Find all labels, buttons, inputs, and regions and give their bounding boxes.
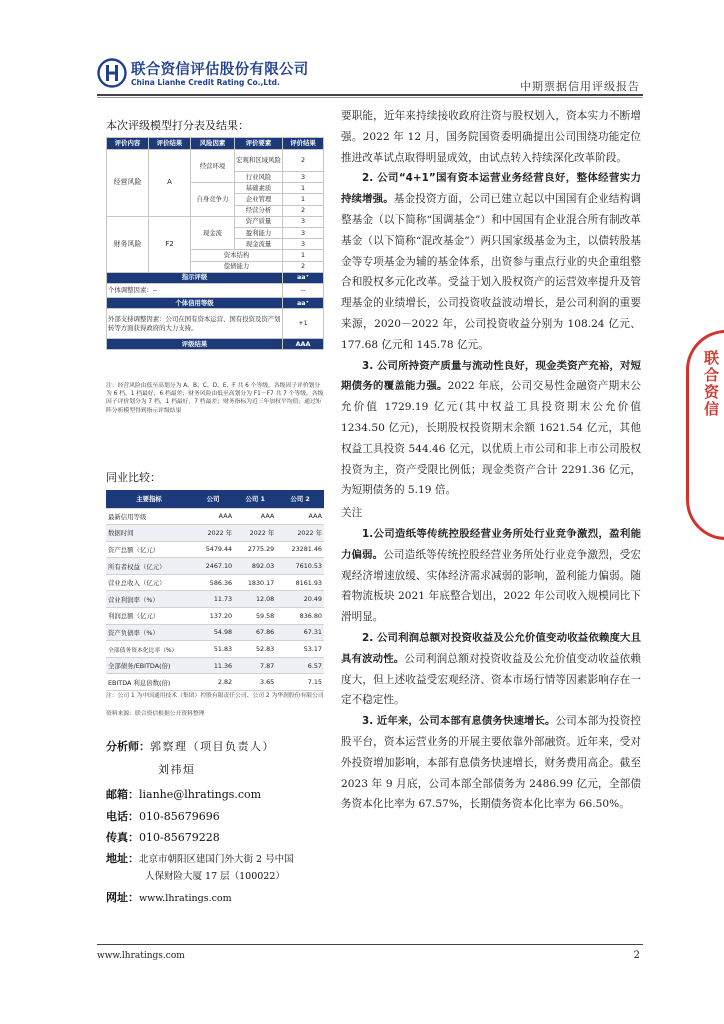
row-name: 所有者权益（亿元） [106,558,192,575]
address-line-2: 人保财险大厦 17 层（100022） [145,871,285,882]
analyst-1: 郭察理（项目负责人） [150,740,275,753]
cell: 586.36 [192,574,234,591]
operating-risk-result: A [149,150,191,217]
row-name: 全部债务/EBITDA(倍) [106,657,192,674]
score: 3 [283,227,324,238]
element-cash-flow: 现金流量 [235,239,283,250]
cell: 2022 年 [276,525,324,542]
address-line-1: 北京市朝阳区建国门外大街 2 号中国 [139,854,294,865]
paragraph [341,168,641,355]
factor-cashflow: 现金流 [191,216,235,250]
footer-website[interactable]: www.lhratings.com [97,951,185,961]
col-header: 主要指标 [106,490,192,508]
score: 2 [283,261,324,272]
cell: 67.86 [234,624,276,641]
financial-risk-label: 财务风险 [107,216,149,272]
paragraph: 要职能，近年来持续接收政府注资与股权划入，资本实力不断增强。2022 年 12 月，国务院国资委明确提出公司围绕功能定位推进改革试点取得明显成效，由试点转入持续深化改革阶段。 [341,110,641,164]
cell: 2467.10 [192,558,234,575]
element-operation: 经营分析 [235,205,283,216]
element-macro: 宏观和区域风险 [235,150,283,172]
paragraph-heading: 2. 公司利润总额对投资收益及公允价值变动收益依赖度大且具有波动性。 [341,631,641,665]
header-divider-thin [97,97,643,98]
cell: 3.65 [234,674,276,691]
attention-heading: 关注 [341,507,363,520]
cell: 11.36 [192,657,234,674]
cell: 53.17 [276,641,324,658]
cell: 23281.46 [276,541,324,558]
cell: 52.83 [234,641,276,658]
cell: 2022 年 [234,525,276,542]
row-name: 数据时间 [106,525,192,542]
paragraph-heading: 3. 近年来，公司本部有息债务快速增长。 [362,715,556,728]
cell: 1830.17 [234,574,276,591]
financial-risk-result: F2 [149,216,191,272]
indicative-rating-value: aa⁺ [283,272,324,283]
element-management: 企业管理 [235,194,283,205]
table-row [106,525,324,542]
phone-label: 电话： [106,810,139,823]
element-profitability: 盈利能力 [235,227,283,238]
cell: 51.83 [192,641,234,658]
row-name: 利润总额（亿元） [106,608,192,625]
col-header: 评价结果 [149,138,191,150]
indicative-rating-label: 指示评级 [107,272,283,283]
email-label: 邮箱： [106,788,139,801]
row-name: EBITDA 利息倍数(倍) [106,674,192,691]
cell: 8161.93 [276,574,324,591]
factor-competitiveness: 自身竞争力 [191,183,235,217]
company-logo-icon [97,58,127,88]
score: 2 [283,205,324,216]
table-row [106,541,324,558]
cell: 2022 年 [192,525,234,542]
cell: AAA [234,508,276,525]
table-row [106,591,324,608]
factor-environment: 经营环境 [191,150,235,183]
table-row [106,657,324,674]
external-support-value: +1 [283,309,324,339]
website-row [106,889,232,905]
peer-source: 资料来源：联合资信根据公开资料整理 [106,711,205,717]
cell: 6.57 [276,657,324,674]
table-row [106,608,324,625]
individual-rating-label: 个体信用等级 [107,297,283,308]
final-rating-value: AAA [283,339,324,350]
table-row [106,624,324,641]
cell: AAA [192,508,234,525]
cell: 20.49 [276,591,324,608]
analyst-label: 分析师： [106,740,150,753]
paragraph-heading: 2. 公司“4+1”国有资本运营业务经营良好，整体经营实力持续增强。 [341,172,641,206]
peer-note: 注：公司 1 为中国通用技术（集团）控股有限责任公司、公司 2 为华润股份有限公司 [106,693,324,699]
paragraph-text: 公司本部为投资控股平台，资本运营业务的开展主要依靠外部融资。近年来，受对外投资增加影响，本部有息债务快速增长，财务费用高企。截至 2023 年 9 月底，公司本部全部债务为 2486.99 亿元，全部债务资本化比率为 67.57%，长期债务资本化比率为 66.50%。 [341,715,642,811]
element-industry: 行业风险 [235,172,283,183]
external-support-label: 外部支持调整因素：公司在国有资本运营、国有投资及资产划转等方面获得政府的大力支持。 [107,309,283,339]
cell: 67.31 [276,624,324,641]
operating-risk-label: 经营风险 [107,150,149,217]
cell: 892.03 [234,558,276,575]
col-header: 风险因素 [191,138,235,150]
cell: 12.08 [234,591,276,608]
company-name-cn: 联合资信评估股份有限公司 [131,62,309,78]
table-row [106,574,324,591]
col-header: 评价内容 [107,138,149,150]
email-link[interactable]: lianhe@lhratings.com [139,788,262,801]
score: 3 [283,172,324,183]
cell: AAA [276,508,324,525]
rating-model-title: 本次评级模型打分表及结果： [106,119,249,132]
paragraph [341,524,641,628]
row-name: 营业利润率（%） [106,591,192,608]
rating-model-note: 注：经营风险由低至高划分为 A、B、C、D、E、F 共 6 个等级，各级因子评价划分为 6 档，1 档最好，6 档最差；财务风险由低至高划分为 F1－F7 共 7 个等级，各级因子评价划分为 7 档，1 档最好，7 档最差；财务指标为近三年加权平均值；通过矩阵分析模型得到指示评级结果 [106,383,324,414]
element-asset-quality: 资产质量 [235,216,283,227]
individual-rating-value: aa⁺ [283,297,324,308]
col-header: 公司 2 [276,490,324,508]
cell: 7610.53 [276,558,324,575]
address-label: 地址： [106,852,139,865]
fax-label: 传真： [106,831,139,844]
element-solvency: 偿债能力 [191,261,283,272]
adjust-factor-label: 个体调整因素：-- [107,283,283,297]
paragraph-text: 公司利润总额对投资收益及公允价值变动收益依赖度大，但上述收益受宏观经济、资本市场行情等因素影响存在一定不稳定性。 [341,652,642,707]
footer-divider [97,944,643,945]
final-rating-label: 评级结果 [107,339,283,350]
body-column [341,106,641,815]
score: 3 [283,239,324,250]
score: 3 [283,216,324,227]
page-number: 2 [633,950,640,961]
phone-value: 010-85679696 [139,810,220,823]
cell: 2.82 [192,674,234,691]
cell: 54.98 [192,624,234,641]
table-row [106,641,324,658]
header-divider [97,94,643,96]
cell: 59.58 [234,608,276,625]
company-seal-text: 联合资信 [702,350,720,418]
paragraph [341,356,641,502]
paragraph-text: 基金投资方面，公司已建立起以中国国有企业结构调整基金（以下简称“国调基金”）和中国国有企业混合所有制改革基金（以下简称“混改基金”）两只国家级基金为主，以债转股基金等专项基金为辅的基金体系，出资参与重点行业的央企重组整合和股权多元化改革。受益于划入股权资产的运营效率提升及管理基金的业绩增长，公司投资收益波动增长，是公司利润的重要来源，2020－2022 年，公司投资收益分别为 108.24 亿元、177.68 亿元和 145.78 亿元。 [341,193,642,351]
peer-comparison-table [106,490,324,691]
element-basic: 基础素质 [235,183,283,194]
score: 2 [283,150,324,172]
paragraph-text: 公司造纸等传统控股经营业务所处行业竞争激烈，受宏观经济增速放缓、实体经济需求减弱的影响，盈利能力偏弱。随着物流板块 2021 年底整合划出，2022 年公司收入规模同比下滑明显。 [341,548,642,624]
cell: 5479.44 [192,541,234,558]
analyst-2: 刘祎烜 [158,763,196,776]
peer-comparison-title: 同业比较： [106,471,161,484]
report-type: 中期票据信用评级报告 [520,80,640,93]
paragraph [341,628,641,711]
col-header: 评价结果 [283,138,324,150]
cell: 2775.29 [234,541,276,558]
email-row [106,786,261,802]
website-label: 网址： [106,891,139,904]
cell: 11.73 [192,591,234,608]
col-header: 公司 1 [234,490,276,508]
fax-value: 010-85679228 [139,831,220,844]
paragraph [341,711,641,815]
paragraph-heading: 3. 公司所持资产质量与流动性良好，现金类资产充裕，对短期债务的覆盖能力强。 [341,359,641,393]
table-row [106,508,324,525]
address-row [106,850,294,866]
score: 1 [283,250,324,261]
row-name: 全部债务资本化比率（%） [106,641,192,658]
cell: 7.15 [276,674,324,691]
table-row [106,674,324,691]
cell: 836.80 [276,608,324,625]
score: 1 [283,183,324,194]
analyst-row [106,738,275,754]
phone-row [106,808,220,824]
row-name: 资产负债率（%） [106,624,192,641]
paragraph-text: 2022 年底，公司交易性金融资产期末公允价值 1729.19 亿元(其中权益工具投资期末公允价值 1234.50 亿元)，长期股权投资期末余额 1621.54 亿元，其他权益工具投资 544.46 亿元，以优质上市公司和非上市公司股权投资为主，资产受限比例低；现金类资产合计 2291.36 亿元，为短期债务的 5.19 倍。 [341,380,642,497]
score: 1 [283,194,324,205]
element-capital-structure: 资本结构 [191,250,283,261]
fax-row [106,829,220,845]
table-row [106,558,324,575]
adjust-factor-value: -- [283,283,324,297]
row-name: 营业总收入（亿元） [106,574,192,591]
row-name: 资产总额（亿元） [106,541,192,558]
rating-model-table [106,137,324,350]
website-link[interactable]: www.lhratings.com [139,893,232,904]
company-name-en: China Lianhe Credit Rating Co.,Ltd. [131,78,280,87]
row-name: 最新信用等级 [106,508,192,525]
paragraph-heading: 1.公司造纸等传统控股经营业务所处行业竞争激烈，盈利能力偏弱。 [341,527,641,561]
col-header: 评价要素 [235,138,283,150]
cell: 137.20 [192,608,234,625]
cell: 7.87 [234,657,276,674]
col-header: 公司 [192,490,234,508]
